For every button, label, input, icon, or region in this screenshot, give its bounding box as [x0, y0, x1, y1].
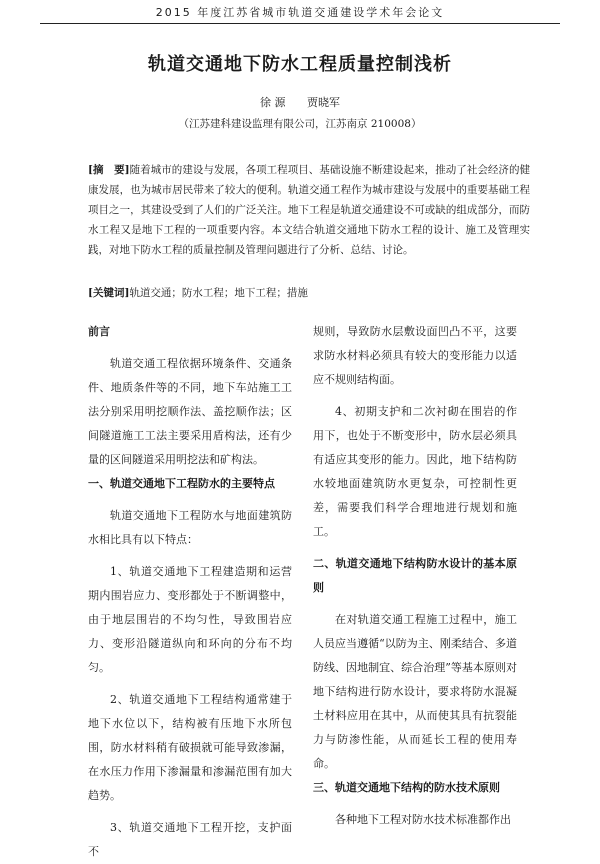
affiliation: （江苏建科建设监理有限公司，江苏南京 210008） — [178, 118, 422, 130]
keywords — [88, 283, 530, 303]
preface-paragraph: 轨道交通工程依据环境条件、交通条件、地质条件等的不同，地下车站施工工法分别采用明挖顺作法、盖挖顺作法；区间隧道施工工法主要采用盾构法，还有少量的区间隧道采用明挖法和矿构法。 — [88, 357, 292, 466]
author-name: 贾晓军 — [307, 96, 340, 109]
right-column — [313, 320, 517, 832]
abstract — [88, 160, 530, 260]
abstract-text: 随着城市的建设与发展，各项工程项目、基础设施不断建设起来，推动了社会经济的健康发展，也为城市居民带来了较大的便利。轨道交通工程作为城市建设与发展中的重要基础工程项目之一，其建设受到了人们的广泛关注。地下工程是轨道交通建设不可或缺的组成部分，而防水工程又是地下工程的一项重要内容。本文结合轨道交通地下防水工程的设计、施工及管理实践，对地下防水工程的质量控制及管理问题进行了分析、总结、讨论。 — [88, 164, 531, 256]
paper-title: 轨道交通地下防水工程质量控制浅析 — [148, 54, 452, 75]
author-name: 徐 源 — [260, 96, 286, 109]
section-heading-1: 一、轨道交通地下工程防水的主要特点 — [88, 477, 275, 490]
section-heading-2: 二、轨道交通地下结构防水设计的基本原则 — [313, 557, 517, 594]
feature-item-4: 4、初期支护和二次衬砌在围岩的作用下，也处于不断变形中，防水层必须具有适应其变形的能力。因此，地下结构防水较地面建筑防水更复杂，可控制性更差，需要我们科学合理地进行规划和施工。 — [313, 405, 517, 538]
feature-item-3-cont: 规则，导致防水层敷设面凹凸不平，这要求防水材料必须具有较大的变形能力以适应不规则结构面。 — [313, 325, 517, 386]
section2-paragraph: 在对轨道交通工程施工过程中，施工人员应当遵循“以防为主、刚柔结合、多道防线、因地制宜、综合治理”等基本原则对地下结构进行防水设计，要求将防水混凝土材料应用在其中，从而使其具有抗裂能力与防渗性能，从而延长工程的使用寿命。 — [313, 613, 517, 770]
preface-heading: 前言 — [88, 325, 110, 338]
section-heading-3: 三、轨道交通地下结构的防水技术原则 — [313, 781, 500, 794]
feature-item-1: 1、轨道交通地下工程建造期和运营期内围岩应力、变形都处于不断调整中，由于地层围岩的不均匀性，导致围岩应力、变形沿隧道纵向和环向的分布不均匀。 — [88, 565, 292, 674]
left-column — [88, 320, 292, 864]
feature-item-2: 2、轨道交通地下工程结构通常建于地下水位以下，结构被有压地下水所包围，防水材料稍有破损就可能导致渗漏，在水压力作用下渗漏量和渗漏范围有加大趋势。 — [88, 693, 292, 802]
author-list — [0, 94, 600, 110]
section1-intro: 轨道交通地下工程防水与地面建筑防水相比具有以下特点： — [88, 509, 292, 546]
feature-item-3-start: 3、轨道交通地下工程开挖，支护面不 — [88, 821, 292, 858]
running-header: 2015 年度江苏省城市轨道交通建设学术年会论文 — [40, 4, 560, 24]
section3-paragraph-start: 各种地下工程对防水技术标准都作出 — [335, 813, 511, 826]
keywords-text: 轨道交通；防水工程；地下工程；措施 — [129, 287, 308, 299]
abstract-label: [摘 要] — [88, 164, 130, 176]
keywords-label: [关键词] — [88, 287, 130, 299]
